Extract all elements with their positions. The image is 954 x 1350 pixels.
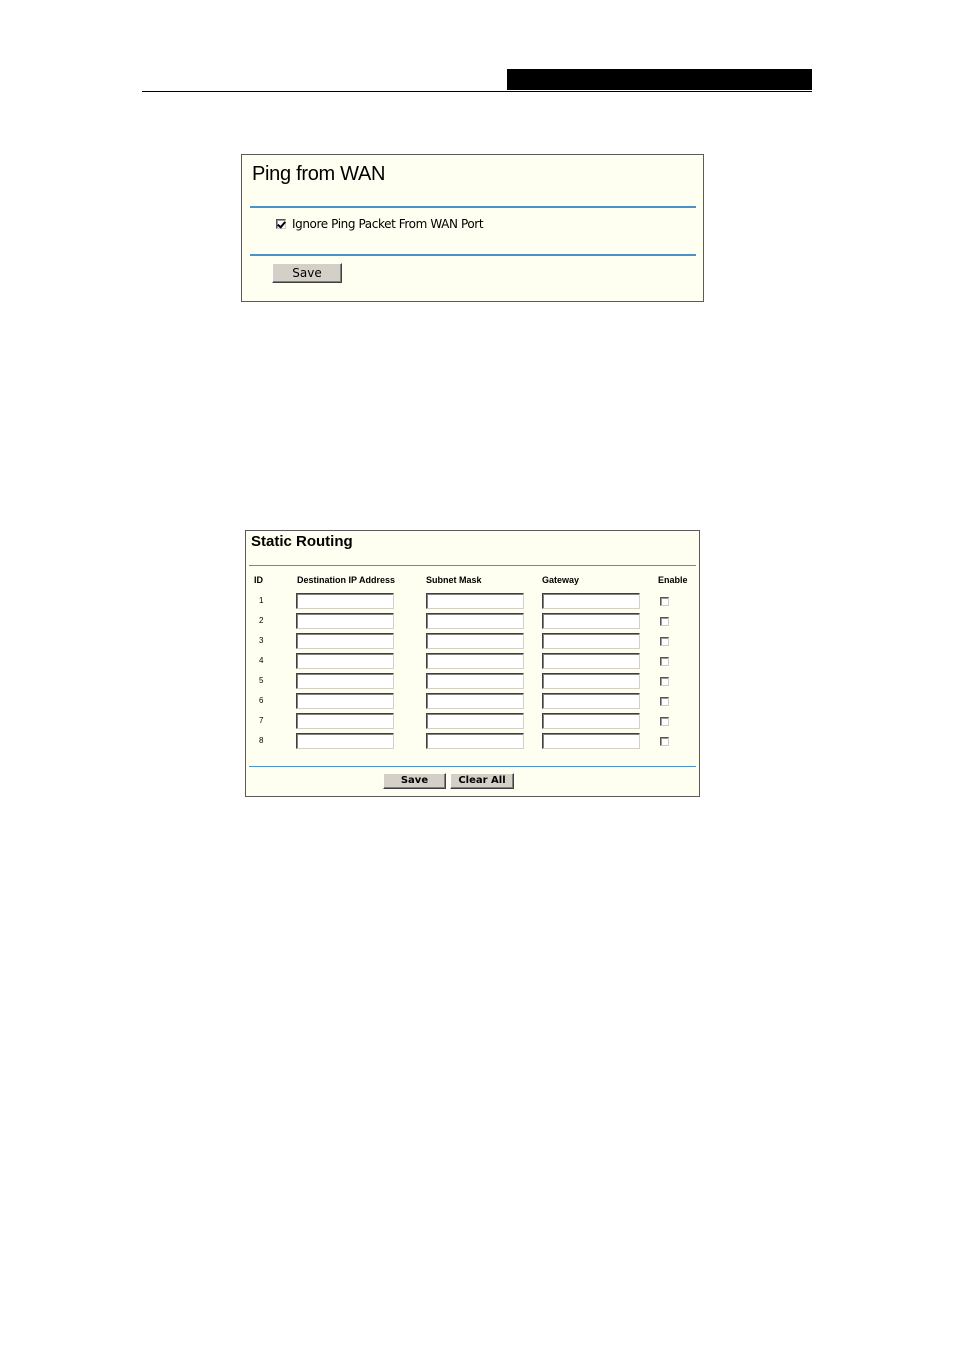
destination-ip-input[interactable] (296, 593, 394, 609)
table-row (246, 632, 701, 652)
divider (249, 766, 696, 767)
column-header-subnet-mask: Subnet Mask (426, 575, 482, 585)
row-id: 5 (259, 676, 264, 685)
subnet-mask-input[interactable] (426, 673, 524, 689)
subnet-mask-input[interactable] (426, 733, 524, 749)
table-row (246, 732, 701, 752)
enable-checkbox[interactable] (660, 617, 669, 626)
column-header-destination: Destination IP Address (297, 575, 396, 585)
divider (249, 565, 696, 566)
row-id: 8 (259, 736, 264, 745)
subnet-mask-input[interactable] (426, 693, 524, 709)
row-id: 1 (259, 596, 264, 605)
enable-checkbox[interactable] (660, 597, 669, 606)
subnet-mask-input[interactable] (426, 713, 524, 729)
static-routing-panel (245, 530, 700, 797)
gateway-input[interactable] (542, 653, 640, 669)
header-rule (142, 91, 812, 92)
enable-checkbox[interactable] (660, 677, 669, 686)
destination-ip-input[interactable] (296, 653, 394, 669)
enable-checkbox[interactable] (660, 717, 669, 726)
table-row (246, 612, 701, 632)
enable-checkbox[interactable] (660, 737, 669, 746)
enable-checkbox[interactable] (660, 697, 669, 706)
ignore-ping-checkbox[interactable] (276, 219, 286, 229)
routing-panel-title: Static Routing (251, 533, 353, 550)
gateway-input[interactable] (542, 593, 640, 609)
row-id: 3 (259, 636, 264, 645)
subnet-mask-input[interactable] (426, 593, 524, 609)
destination-ip-input[interactable] (296, 673, 394, 689)
destination-ip-input[interactable] (296, 613, 394, 629)
gateway-input[interactable] (542, 733, 640, 749)
row-id: 6 (259, 696, 264, 705)
gateway-input[interactable] (542, 613, 640, 629)
table-row (246, 692, 701, 712)
column-header-id: ID (254, 575, 263, 585)
subnet-mask-input[interactable] (426, 633, 524, 649)
ping-from-wan-panel (241, 154, 704, 302)
gateway-input[interactable] (542, 673, 640, 689)
table-row (246, 652, 701, 672)
divider (250, 206, 696, 208)
enable-checkbox[interactable] (660, 657, 669, 666)
column-header-gateway: Gateway (542, 575, 580, 585)
header-bar (507, 69, 812, 90)
ignore-ping-label: Ignore Ping Packet From WAN Port (292, 217, 484, 231)
table-row (246, 672, 701, 692)
destination-ip-input[interactable] (296, 733, 394, 749)
ping-save-button[interactable]: Save (272, 263, 342, 283)
gateway-input[interactable] (542, 693, 640, 709)
table-row (246, 592, 701, 612)
subnet-mask-input[interactable] (426, 613, 524, 629)
destination-ip-input[interactable] (296, 693, 394, 709)
row-id: 7 (259, 716, 264, 725)
destination-ip-input[interactable] (296, 713, 394, 729)
row-id: 2 (259, 616, 264, 625)
gateway-input[interactable] (542, 633, 640, 649)
routing-save-button[interactable]: Save (383, 773, 446, 789)
destination-ip-input[interactable] (296, 633, 394, 649)
table-row (246, 712, 701, 732)
row-id: 4 (259, 656, 264, 665)
divider (250, 254, 696, 256)
enable-checkbox[interactable] (660, 637, 669, 646)
gateway-input[interactable] (542, 713, 640, 729)
column-header-enable: Enable (658, 575, 688, 585)
clear-all-button[interactable]: Clear All (450, 773, 514, 789)
subnet-mask-input[interactable] (426, 653, 524, 669)
ping-panel-title: Ping from WAN (252, 163, 386, 185)
